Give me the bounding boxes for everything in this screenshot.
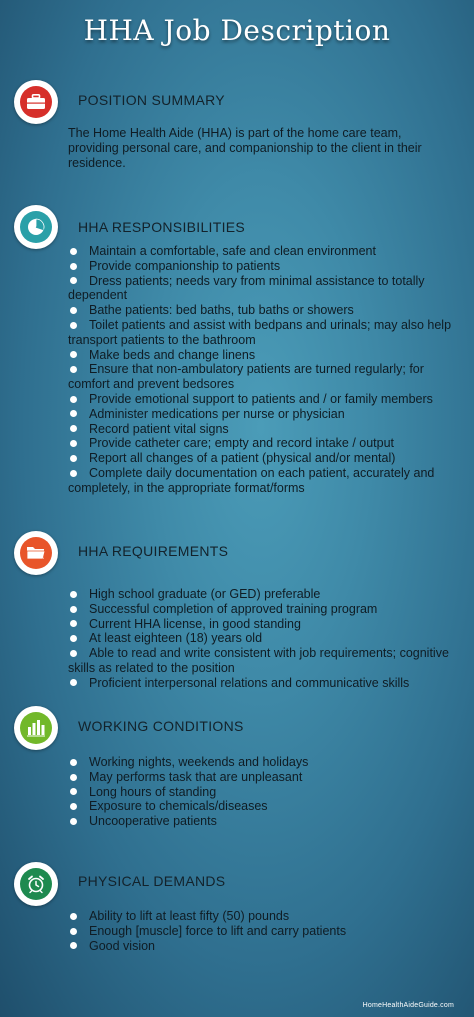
icon-badge — [14, 205, 58, 249]
list-item: At least eighteen (18) years old — [68, 631, 458, 646]
page-title: HHA Job Description — [83, 14, 391, 47]
section-heading: PHYSICAL DEMANDS — [78, 873, 226, 889]
list-item: Make beds and change linens — [68, 348, 458, 363]
list-item: Proficient interpersonal relations and communicative skills — [68, 676, 458, 691]
folder-icon — [20, 537, 52, 569]
section-paragraph: The Home Health Aide (HHA) is part of the home care team, providing personal care, and companionship to the client in their residence. — [68, 126, 422, 170]
alarm-clock-icon — [20, 868, 52, 900]
list-item: Complete daily documentation on each patient, accurately and completely, in the appropriate format/forms — [68, 465, 435, 495]
bar-chart-icon — [20, 712, 52, 744]
list-item: May performs task that are unpleasant — [68, 770, 458, 785]
list-item: Uncooperative patients — [68, 814, 458, 829]
footer-credit: HomeHealthAideGuide.com — [362, 1002, 454, 1009]
list-item: Provide catheter care; empty and record intake / output — [68, 436, 458, 451]
working-conditions-list — [68, 755, 458, 829]
icon-badge — [14, 80, 58, 124]
list-item: Able to read and write consistent with job requirements; cognitive skills as related to the position — [68, 646, 449, 675]
responsibilities-list — [68, 244, 458, 496]
briefcase-icon — [20, 86, 52, 118]
list-item: Successful completion of approved training program — [68, 602, 458, 617]
list-item: Record patient vital signs — [68, 422, 458, 437]
physical-demands-list — [68, 909, 458, 953]
list-item: Maintain a comfortable, safe and clean environment — [68, 244, 458, 259]
list-item: Enough [muscle] force to lift and carry patients — [68, 924, 458, 939]
icon-badge — [14, 531, 58, 575]
list-item: High school graduate (or GED) preferable — [68, 587, 458, 602]
list-item: Toilet patients and assist with bedpans and urinals; may also help transport patients to the bathroom — [68, 317, 452, 347]
list-item: Good vision — [68, 939, 458, 954]
list-item: Ensure that non-ambulatory patients are turned regularly; for comfort and prevent bedsores — [68, 362, 424, 392]
list-item: Bathe patients: bed baths, tub baths or showers — [68, 303, 458, 318]
list-item: Dress patients; needs vary from minimal assistance to totally dependent — [68, 273, 425, 303]
pie-chart-icon — [20, 211, 52, 243]
section-heading: POSITION SUMMARY — [78, 92, 225, 108]
icon-badge — [14, 862, 58, 906]
icon-badge — [14, 706, 58, 750]
list-item: Provide emotional support to patients and / or family members — [68, 392, 458, 407]
list-item: Administer medications per nurse or physician — [68, 407, 458, 422]
section-heading: WORKING CONDITIONS — [78, 718, 244, 734]
list-item: Provide companionship to patients — [68, 259, 458, 274]
list-item: Current HHA license, in good standing — [68, 617, 458, 632]
list-item: Report all changes of a patient (physical and/or mental) — [68, 451, 458, 466]
list-item: Working nights, weekends and holidays — [68, 755, 458, 770]
section-heading: HHA RESPONSIBILITIES — [78, 219, 246, 235]
list-item: Long hours of standing — [68, 785, 458, 800]
requirements-list — [68, 587, 458, 691]
list-item: Ability to lift at least fifty (50) pounds — [68, 909, 458, 924]
section-heading: HHA REQUIREMENTS — [78, 543, 229, 559]
list-item: Exposure to chemicals/diseases — [68, 799, 458, 814]
